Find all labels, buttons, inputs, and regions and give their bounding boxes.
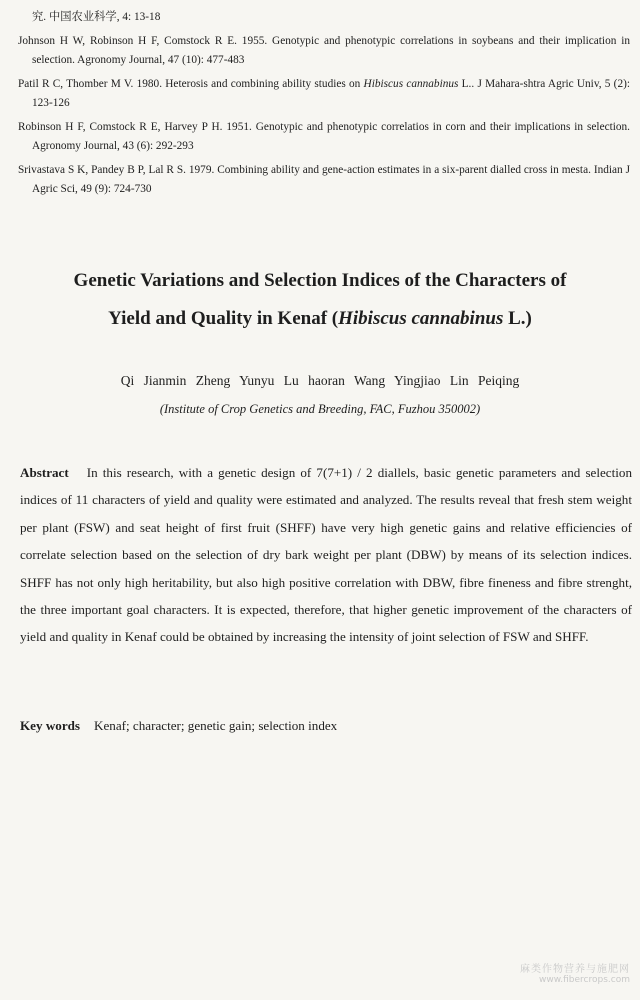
reference-text: L.. J Mahara-shtra Agric Univ, 5 (2): 123-126 bbox=[32, 78, 630, 109]
title-text: L.) bbox=[503, 308, 532, 329]
reference-list bbox=[18, 8, 630, 204]
keywords-text: Kenaf; character; genetic gain; selection index bbox=[94, 718, 338, 733]
site-watermark bbox=[520, 964, 630, 986]
paper-title bbox=[20, 262, 620, 338]
reference-text: Patil R C, Thomber M V. 1980. Heterosis and combining ability studies on bbox=[18, 78, 364, 90]
keywords bbox=[20, 718, 632, 734]
abstract bbox=[20, 459, 632, 651]
affiliation: (Institute of Crop Genetics and Breeding, FAC, Fuzhou 350002) bbox=[159, 402, 481, 416]
author-list: Qi Jianmin Zheng Yunyu Lu haoran Wang Yingjiao Lin Peiqing bbox=[120, 373, 520, 388]
abstract-text: In this research, with a genetic design of 7(7+1) / 2 diallels, basic genetic parameters and selection indices of 11 characters of yield and quality were estimated and analyzed. The results reveal that fresh stem weight per plant (FSW) and seat height of first fruit (SHFF) have very high genetic gains and relative efficiencies of correlate selection based on the selection of dry bark weight per plant (DBW) by means of its selection indices. SHFF has not only high heritability, but also high positive correlation with DBW, fibre fineness and fibre strenght, the three important goal characters. It is expected, therefore, that higher genetic improvement of the characters of yield and quality in Kenaf could be obtained by increasing the intensity of joint selection of FSW and SHFF. bbox=[20, 465, 632, 645]
watermark-title: 麻类作物营养与施肥网 bbox=[520, 964, 630, 975]
reference-item: 究. 中国农业科学, 4: 13-18 bbox=[32, 11, 161, 23]
watermark-url: www.fibercrops.com bbox=[539, 975, 630, 985]
title-text: Yield and Quality in Kenaf ( bbox=[108, 308, 339, 329]
reference-item: Robinson H F, Comstock R E, Harvey P H. 1951. Genotypic and phenotypic correlatios in corn and their implications in selection. Agronomy Journal, 43 (6): 292-293 bbox=[18, 121, 630, 152]
title-line-1: Genetic Variations and Selection Indices of the Characters of bbox=[73, 270, 567, 291]
keywords-label: Key words bbox=[20, 718, 81, 733]
abstract-label: Abstract bbox=[20, 465, 69, 480]
reference-item bbox=[18, 75, 630, 113]
title-species: Hibiscus cannabinus bbox=[338, 308, 504, 329]
reference-item: Srivastava S K, Pandey B P, Lal R S. 1979. Combining ability and gene-action estimates in a six-parent dialled cross in mesta. Indian J Agric Sci, 49 (9): 724-730 bbox=[18, 164, 630, 195]
reference-item: Johnson H W, Robinson H F, Comstock R E. 1955. Genotypic and phenotypic correlations in soybeans and their implication in selection. Agronomy Journal, 47 (10): 477-483 bbox=[18, 35, 630, 66]
species-name: Hibiscus cannabinus bbox=[363, 78, 459, 90]
title-line-2 bbox=[20, 300, 620, 338]
